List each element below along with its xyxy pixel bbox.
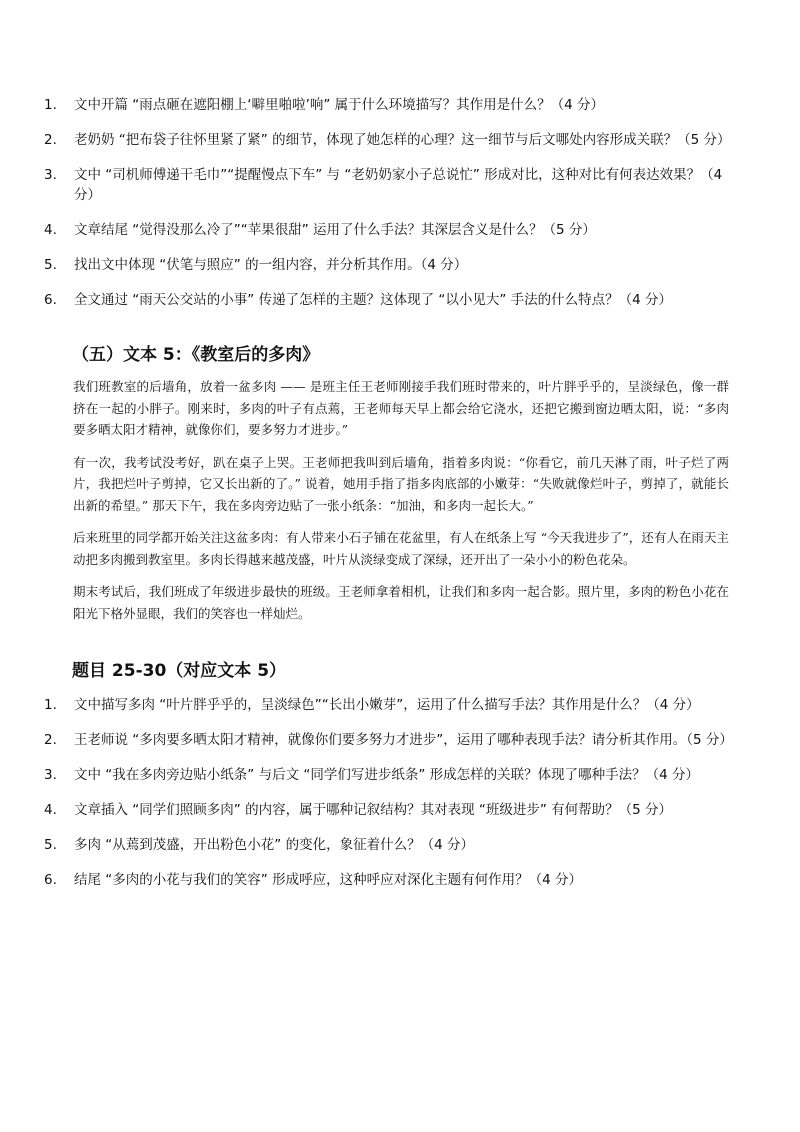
question-item [44,730,744,750]
question-number: 2. [44,732,57,748]
question-item [44,290,744,310]
article-paragraph: 期末考试后，我们班成了年级进步最快的班级。王老师拿着相机，让我们和多肉一起合影。照片里，多肉的粉色小花在阳光下格外显眼，我们的笑容也一样灿烂。 [73,584,729,621]
question-number: 3. [44,167,57,183]
section-title: （五）文本 5：《教室后的多肉》 [72,345,320,365]
question-item [44,835,744,855]
question-text: 文中 “司机师傅递干毛巾”“提醒慢点下车” 与 “老奶奶家小子总说忙” 形成对比，这种对比有何表达效果？（4 分） [74,167,723,203]
article-text5 [73,376,729,635]
question-text: 文中描写多肉 “叶片胖乎乎的，呈淡绿色”“长出小嫩芽”，运用了什么描写手法？其作用是什么？（4 分） [74,697,700,713]
question-item [44,220,744,240]
questions-title: 题目 25-30（对应文本 5） [72,661,287,681]
question-text: 文中开篇 “雨点砸在遮阳棚上‘噼里啪啦’响” 属于什么环境描写？其作用是什么？（4 分） [74,97,605,113]
question-item [44,130,744,150]
question-text: 老奶奶 “把布袋子往怀里紧了紧” 的细节，体现了她怎样的心理？这一细节与后文哪处内容形成关联？（5 分） [74,132,731,148]
question-number: 4. [44,222,57,238]
question-number: 3. [44,767,57,783]
question-number: 4. [44,802,57,818]
question-number: 1. [44,697,57,713]
question-list-text5 [44,695,744,905]
article-paragraph: 有一次，我考试没考好，趴在桌子上哭。王老师把我叫到后墙角，指着多肉说：“你看它，前几天淋了雨，叶子烂了两片，我把烂叶子剪掉，它又长出新的了。” 说着，她用手指了指多肉底部的小嫩芽：“失败就像烂叶子，剪掉了，就能长出新的希望。” 那天下午，我在多肉旁边贴了一张小纸条：“加油，和多肉一起长大。” [73,454,729,513]
question-text: 结尾 “多肉的小花与我们的笑容” 形成呼应，这种呼应对深化主题有何作用？（4 分） [74,872,582,888]
article-paragraph: 后来班里的同学都开始关注这盆多肉：有人带来小石子铺在花盆里，有人在纸条上写 “今天我进步了”，还有人在雨天主动把多肉搬到教室里。多肉长得越来越茂盛，叶片从淡绿变成了深绿，还开出了一朵小小的粉色花朵。 [73,530,729,567]
question-number: 1. [44,97,57,113]
question-text: 多肉 “从蔫到茂盛，开出粉色小花” 的变化，象征着什么？（4 分） [74,837,474,853]
question-text: 找出文中体现 “伏笔与照应” 的一组内容，并分析其作用。（4 分） [74,257,468,273]
question-item [44,95,744,115]
question-text: 王老师说 “多肉要多晒太阳才精神，就像你们要多努力才进步”，运用了哪种表现手法？请分析其作用。（5 分） [74,732,733,748]
question-list-text4 [44,95,744,325]
article-paragraph: 我们班教室的后墙角，放着一盆多肉 —— 是班主任王老师刚接手我们班时带来的，叶片胖乎乎的，呈淡绿色，像一群挤在一起的小胖子。刚来时，多肉的叶子有点蔫，王老师每天早上都会给它浇水，还把它搬到窗边晒太阳，说：“多肉要多晒太阳才精神，就像你们，要多努力才进步。” [73,379,729,437]
question-number: 5. [44,837,57,853]
question-number: 6. [44,872,57,888]
question-item [44,800,744,820]
question-number: 2. [44,132,57,148]
question-item [44,870,744,890]
question-item [44,255,744,275]
question-item [44,765,744,785]
question-item [44,695,744,715]
question-text: 文中 “我在多肉旁边贴小纸条” 与后文 “同学们写进步纸条” 形成怎样的关联？体现了哪种手法？（4 分） [74,767,700,783]
question-number: 5. [44,257,57,273]
question-text: 文章插入 “同学们照顾多肉” 的内容，属于哪种记叙结构？其对表现 “班级进步” 有何帮助？（5 分） [74,802,673,818]
question-text: 全文通过 “雨天公交站的小事” 传递了怎样的主题？这体现了 “以小见大” 手法的什么特点？（4 分） [74,292,673,308]
question-text: 文章结尾 “觉得没那么冷了”“苹果很甜” 运用了什么手法？其深层含义是什么？（5 分） [74,222,596,238]
question-item [44,165,744,205]
question-number: 6. [44,292,57,308]
